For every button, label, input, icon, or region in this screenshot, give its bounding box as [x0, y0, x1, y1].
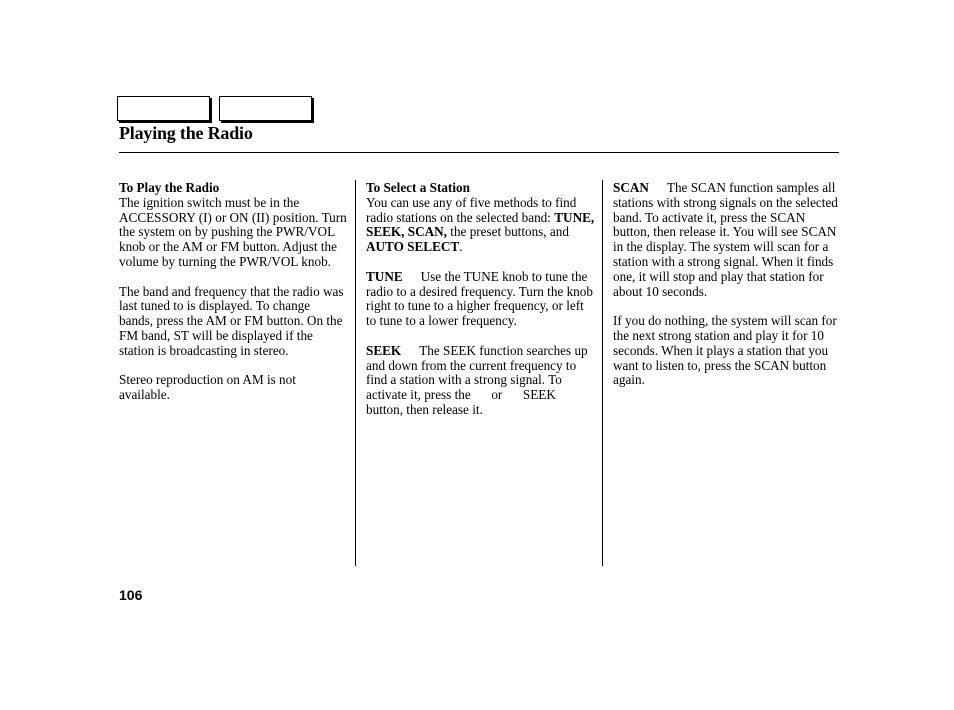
seek-section — [366, 344, 596, 418]
scan-term: SCAN — [613, 180, 649, 195]
select-station-intro-c: . — [459, 239, 463, 255]
column-divider-1 — [355, 180, 356, 566]
page-number: 106 — [119, 587, 143, 603]
select-station-heading: To Select a Station — [366, 180, 470, 195]
index-button[interactable] — [219, 96, 312, 121]
main-menu-button[interactable] — [117, 96, 210, 121]
play-radio-paragraph-3: Stereo reproduction on AM is not available. — [119, 372, 296, 403]
seek-text-b: SEEK button, then release it. — [366, 387, 556, 417]
select-station-intro-a: You can use any of five methods to find radio stations on the selected band: — [366, 194, 577, 225]
column-select-station — [366, 181, 596, 433]
column-scan — [613, 181, 839, 403]
page-title: Playing the Radio — [119, 123, 253, 143]
column-play-radio — [119, 181, 347, 418]
scan-text: The SCAN function samples all stations with strong signals on the selected band. To activate it, press the SCAN button, then release it. You will see SCAN in the display. The system will scan for a station with a strong signal. When it finds one, it will stop and play that station for about 10 seconds. — [613, 180, 838, 299]
play-radio-section — [119, 181, 347, 270]
tune-section — [366, 270, 596, 329]
select-station-intro-b: the preset buttons, and — [446, 224, 569, 240]
scan-paragraph-2: If you do nothing, the system will scan for the next strong station and play it for 10 seconds. When it plays a station that you want to listen to, press the SCAN button again. — [613, 313, 837, 388]
column-divider-2 — [602, 180, 603, 566]
seek-or: or — [491, 387, 503, 403]
title-divider — [119, 152, 839, 153]
play-radio-paragraph-2: The band and frequency that the radio was last tuned to is displayed. To change bands, press the AM or FM button. On the FM band, ST will be displayed if the station is broadcasting in stereo. — [119, 283, 344, 358]
select-station-methods: TUNE, SEEK, SCAN, — [366, 209, 595, 240]
play-radio-heading: To Play the Radio — [119, 180, 220, 195]
select-station-auto-select: AUTO SELECT — [366, 239, 460, 255]
select-station-section — [366, 181, 596, 255]
tune-text: Use the TUNE knob to tune the radio to a desired frequency. Turn the knob right to tune to a higher frequency, or left to tune to a lower frequency. — [366, 268, 593, 329]
scan-section — [613, 181, 839, 299]
seek-text-a: The SEEK function searches up and down from the current frequency to find a station with a strong signal. To activate it, press the — [366, 342, 588, 403]
play-radio-paragraph-1: The ignition switch must be in the ACCESSORY (I) or ON (II) position. Turn the system on by pushing the PWR/VOL knob or the AM or FM button. Adjust the volume by turning the PWR/VOL knob. — [119, 194, 347, 269]
tune-term: TUNE — [366, 268, 403, 284]
seek-term: SEEK — [366, 342, 402, 358]
